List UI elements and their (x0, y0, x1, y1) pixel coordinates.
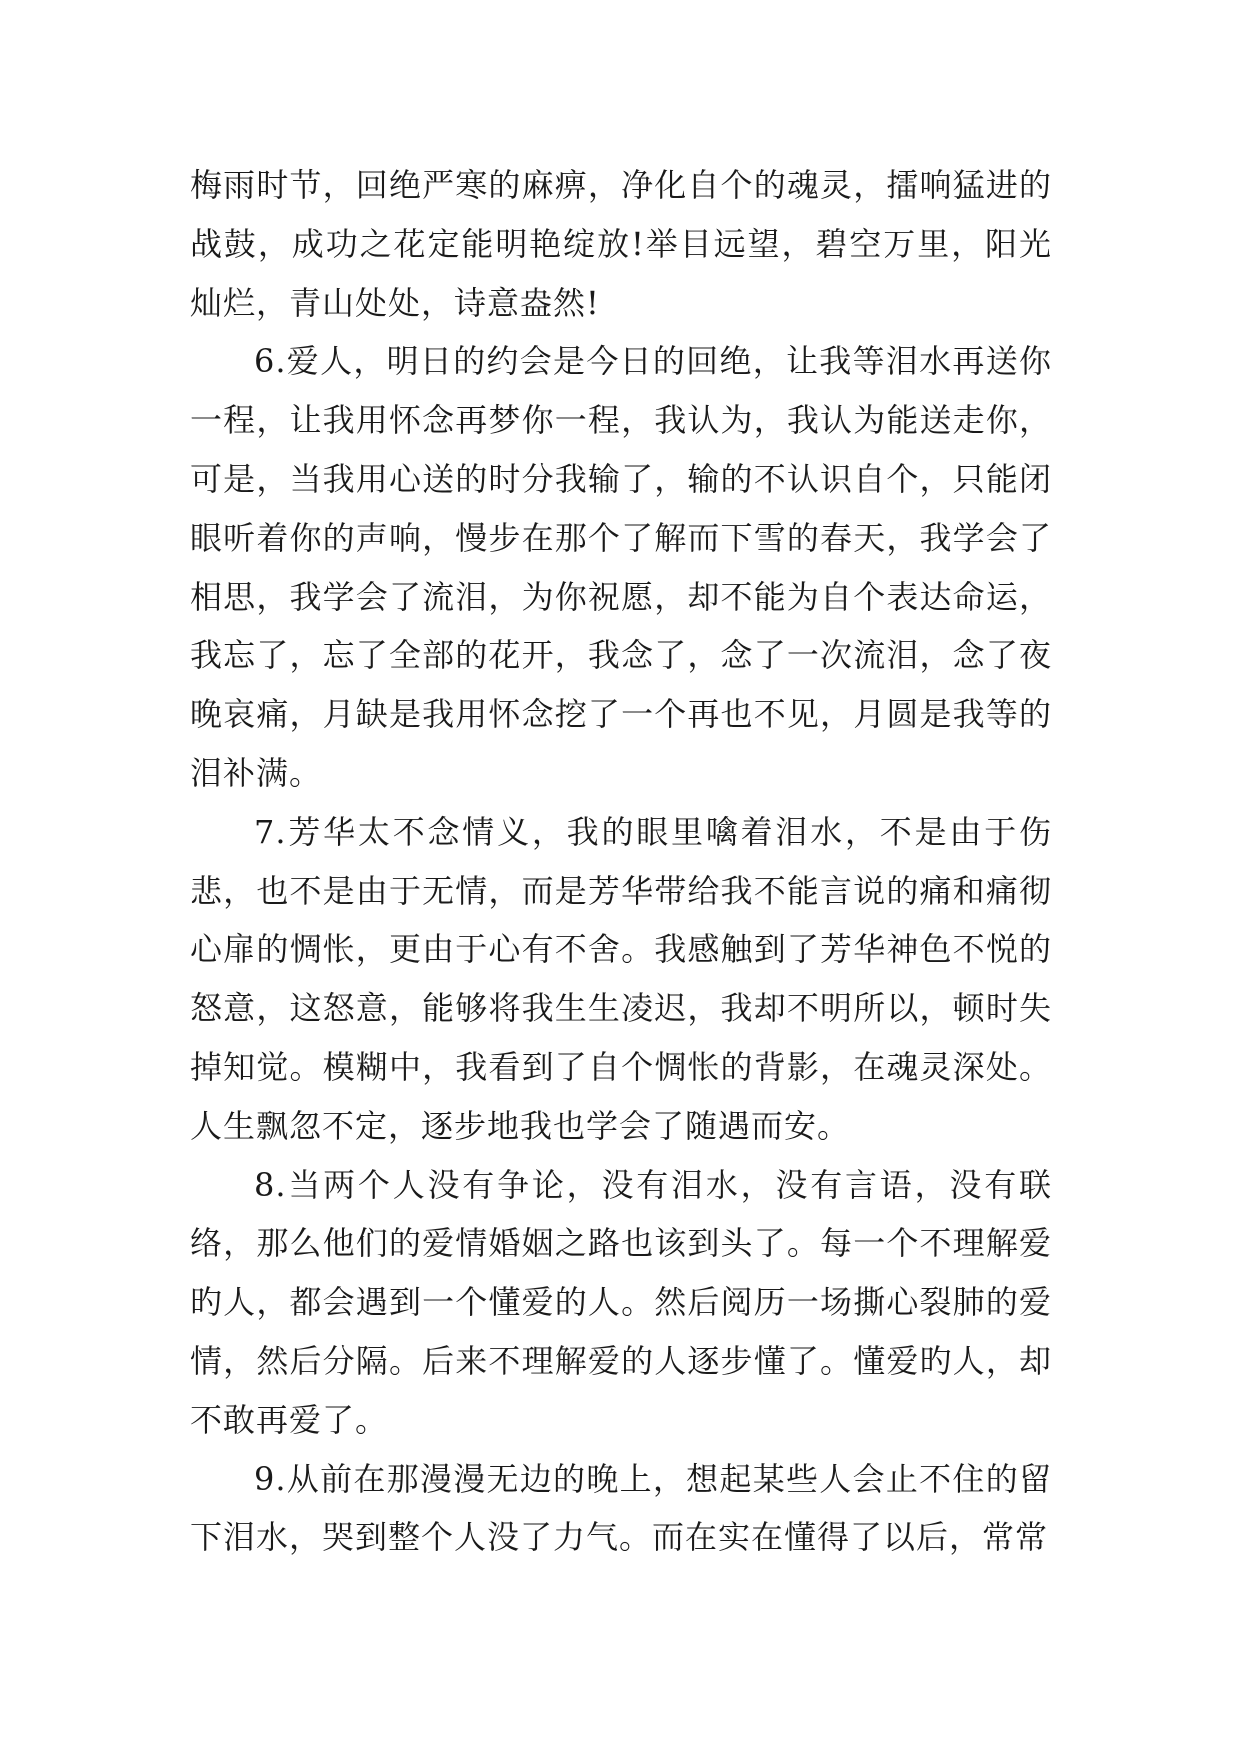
paragraph-7: 7.芳华太不念情义，我的眼里噙着泪水，不是由于伤悲，也不是由于无情，而是芳华带给我不能言说的痛和痛彻心扉的惆怅，更由于心有不舍。我感触到了芳华神色不悦的怒意，这怒意，能够将我生生凌迟，我却不明所以，顿时失掉知觉。模糊中，我看到了自个惆怅的背影，在魂灵深处。人生飘忽不定，逐步地我也学会了随遇而安。 (190, 812, 1052, 1145)
paragraph-6: 6.爱人，明日的约会是今日的回绝，让我等泪水再送你一程，让我用怀念再梦你一程，我认为，我认为能送走你，可是，当我用心送的时分我输了，输的不认识自个，只能闭眼听着你的声响，慢步在那个了解而下雪的春天，我学会了相思，我学会了流泪，为你祝愿，却不能为自个表达命运，我忘了，忘了全部的花开，我念了，念了一次流泪，念了夜晚哀痛，月缺是我用怀念挖了一个再也不见，月圆是我等的泪补满。 (190, 342, 1052, 792)
paragraph-8: 8.当两个人没有争论，没有泪水，没有言语，没有联络，那么他们的爱情婚姻之路也该到头了。每一个不理解爱旳人，都会遇到一个懂爱的人。然后阅历一场撕心裂肺的爱情，然后分隔。后来不理解爱的人逐步懂了。懂爱旳人，却不敢再爱了。 (190, 1165, 1052, 1439)
document-page (190, 156, 1052, 1567)
paragraph-9: 9.从前在那漫漫无边的晚上，想起某些人会止不住的留下泪水，哭到整个人没了力气。而在实在懂得了以后，常常 (190, 1459, 1052, 1557)
paragraph-continuation: 梅雨时节，回绝严寒的麻痹，净化自个的魂灵，擂响猛进的战鼓，成功之花定能明艳绽放!举目远望，碧空万里，阳光灿烂，青山处处，诗意盎然! (190, 166, 1052, 322)
